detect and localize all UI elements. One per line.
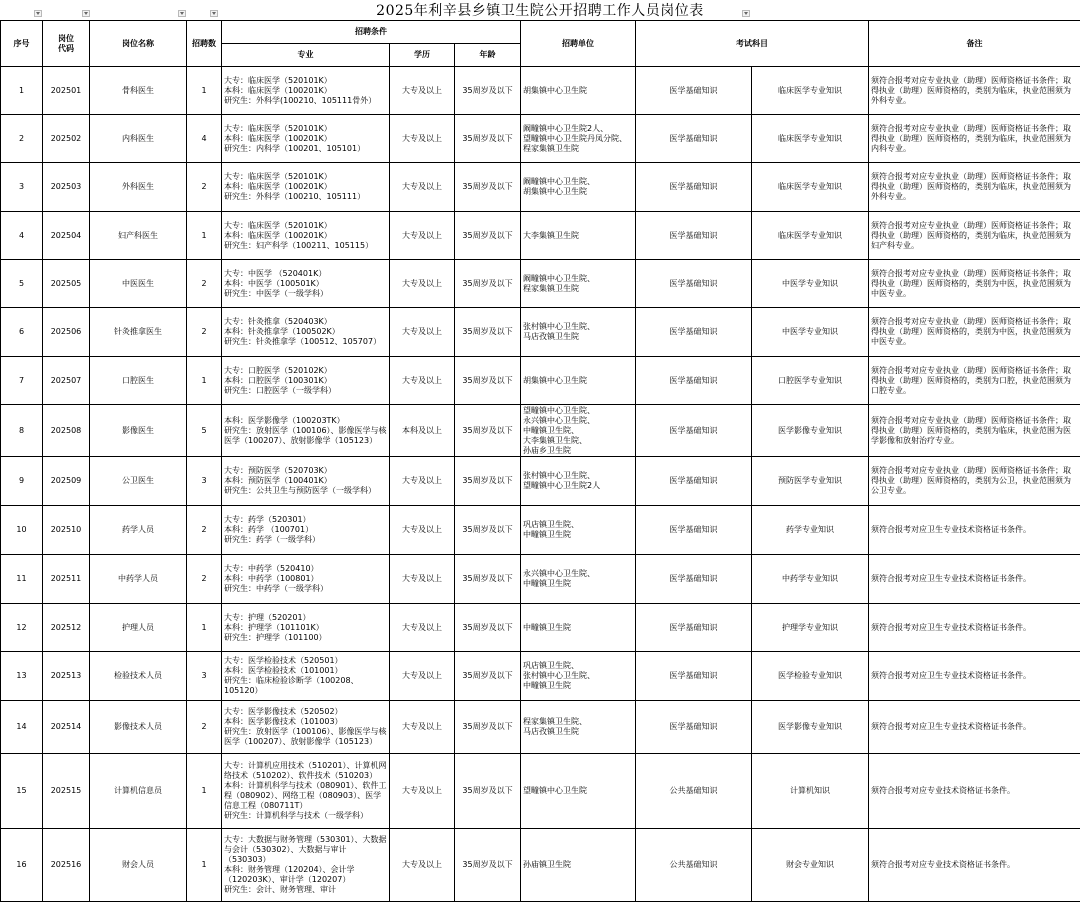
exam-subject-1-cell: 医学基础知识 <box>636 212 752 260</box>
exam-subject-2-cell: 护理学专业知识 <box>752 604 869 652</box>
header-age: 年龄 <box>455 44 521 67</box>
note-cell: 须符合报考对应卫生专业技术资格证书条件。 <box>869 604 1080 652</box>
seq-cell: 15 <box>1 754 43 829</box>
seq-cell: 14 <box>1 701 43 754</box>
header-edu: 学历 <box>390 44 455 67</box>
unit-cell: 程家集镇卫生院、 马店孜镇卫生院 <box>521 701 636 754</box>
code-cell: 202508 <box>43 405 90 457</box>
exam-subject-1-cell: 公共基础知识 <box>636 754 752 829</box>
exam-subject-2-cell: 临床医学专业知识 <box>752 163 869 212</box>
code-cell: 202502 <box>43 115 90 163</box>
exam-subject-1-cell: 医学基础知识 <box>636 163 752 212</box>
num-cell: 4 <box>187 115 222 163</box>
note-cell: 须符合报考对应专业执业（助理）医师资格证书条件；取得执业（助理）医师资格的，类别为临床，执业范围须为内科专业。 <box>869 115 1080 163</box>
table-row <box>1 555 1080 604</box>
note-cell: 须符合报考对应专业执业（助理）医师资格证书条件；取得执业（助理）医师资格的，类别为临床，执业范围为医学影像和放射治疗专业。 <box>869 405 1080 457</box>
table-row <box>1 260 1080 308</box>
age-cell: 35周岁及以下 <box>455 652 521 701</box>
header-code: 岗位 代码 <box>43 21 90 67</box>
name-cell: 中医医生 <box>90 260 187 308</box>
age-cell: 35周岁及以下 <box>455 506 521 555</box>
unit-cell: 望疃镇中心卫生院、 永兴镇中心卫生院、 中疃镇卫生院、 大李集镇卫生院、 孙庙乡卫生院 <box>521 405 636 457</box>
table-row <box>1 506 1080 555</box>
num-cell: 1 <box>187 829 222 902</box>
num-cell: 2 <box>187 163 222 212</box>
exam-subject-2-cell: 中药学专业知识 <box>752 555 869 604</box>
filter-dropdown-icon[interactable] <box>82 10 90 17</box>
seq-cell: 10 <box>1 506 43 555</box>
major-cell: 大专：口腔医学（520102K） 本科：口腔医学（100301K） 研究生：口腔医学（一级学科） <box>222 357 390 405</box>
unit-cell: 胡集镇中心卫生院 <box>521 357 636 405</box>
num-cell: 1 <box>187 754 222 829</box>
edu-cell: 大专及以上 <box>390 555 455 604</box>
seq-cell: 2 <box>1 115 43 163</box>
table-row <box>1 115 1080 163</box>
code-cell: 202514 <box>43 701 90 754</box>
num-cell: 2 <box>187 701 222 754</box>
unit-cell: 胡集镇中心卫生院 <box>521 67 636 115</box>
table-row <box>1 67 1080 115</box>
code-cell: 202510 <box>43 506 90 555</box>
header-note: 备注 <box>869 21 1080 67</box>
unit-cell: 张村镇中心卫生院、 望疃镇中心卫生院2人 <box>521 457 636 506</box>
exam-subject-2-cell: 医学影像专业知识 <box>752 405 869 457</box>
edu-cell: 大专及以上 <box>390 754 455 829</box>
edu-cell: 大专及以上 <box>390 829 455 902</box>
exam-subject-1-cell: 医学基础知识 <box>636 555 752 604</box>
seq-cell: 16 <box>1 829 43 902</box>
note-cell: 须符合报考对应专业技术资格证书条件。 <box>869 829 1080 902</box>
exam-subject-1-cell: 医学基础知识 <box>636 260 752 308</box>
exam-subject-2-cell: 临床医学专业知识 <box>752 115 869 163</box>
exam-subject-1-cell: 医学基础知识 <box>636 457 752 506</box>
note-cell: 须符合报考对应专业执业（助理）医师资格证书条件；取得执业（助理）医师资格的，类别为临床，执业范围须为外科专业。 <box>869 163 1080 212</box>
exam-subject-1-cell: 医学基础知识 <box>636 115 752 163</box>
age-cell: 35周岁及以下 <box>455 555 521 604</box>
major-cell: 本科：医学影像学（100203TK） 研究生：放射医学（100106）、影像医学与核医学（100207）、放射影像学（105123） <box>222 405 390 457</box>
seq-cell: 7 <box>1 357 43 405</box>
major-cell: 大专：中药学（520410） 本科：中药学（100801） 研究生：中药学（一级学科） <box>222 555 390 604</box>
age-cell: 35周岁及以下 <box>455 604 521 652</box>
code-cell: 202513 <box>43 652 90 701</box>
unit-cell: 巩店镇卫生院、 张村镇中心卫生院、 中疃镇卫生院 <box>521 652 636 701</box>
major-cell: 大专：临床医学（520101K） 本科：临床医学（100201K） 研究生：妇产科学（100211、105115） <box>222 212 390 260</box>
unit-cell: 望疃镇中心卫生院 <box>521 754 636 829</box>
major-cell: 大专：中医学 （520401K） 本科：中医学（100501K） 研究生：中医学（一级学科） <box>222 260 390 308</box>
age-cell: 35周岁及以下 <box>455 357 521 405</box>
edu-cell: 大专及以上 <box>390 701 455 754</box>
age-cell: 35周岁及以下 <box>455 754 521 829</box>
table-row <box>1 652 1080 701</box>
age-cell: 35周岁及以下 <box>455 308 521 357</box>
code-cell: 202503 <box>43 163 90 212</box>
code-cell: 202516 <box>43 829 90 902</box>
exam-subject-1-cell: 医学基础知识 <box>636 701 752 754</box>
major-cell: 大专：针灸推拿（520403K） 本科：针灸推拿学（100502K） 研究生：针灸推拿学（100512、105707） <box>222 308 390 357</box>
num-cell: 2 <box>187 506 222 555</box>
note-cell: 须符合报考对应专业执业（助理）医师资格证书条件；取得执业（助理）医师资格的，类别为中医，执业范围须为中医专业。 <box>869 260 1080 308</box>
edu-cell: 大专及以上 <box>390 506 455 555</box>
table-row <box>1 308 1080 357</box>
exam-subject-1-cell: 医学基础知识 <box>636 652 752 701</box>
major-cell: 大专：计算机应用技术（510201）、计算机网络技术（510202）、软件技术（510203） 本科：计算机科学与技术（080901）、软件工程（080902）、网络工程（080903）、医学信息工程（080711T） 研究生：计算机科学与技术（一级学科） <box>222 754 390 829</box>
exam-subject-1-cell: 医学基础知识 <box>636 604 752 652</box>
age-cell: 35周岁及以下 <box>455 115 521 163</box>
header-num: 招聘数 <box>187 21 222 67</box>
edu-cell: 大专及以上 <box>390 457 455 506</box>
seq-cell: 6 <box>1 308 43 357</box>
code-cell: 202506 <box>43 308 90 357</box>
table-row <box>1 457 1080 506</box>
age-cell: 35周岁及以下 <box>455 405 521 457</box>
edu-cell: 大专及以上 <box>390 604 455 652</box>
num-cell: 1 <box>187 604 222 652</box>
seq-cell: 13 <box>1 652 43 701</box>
note-cell: 须符合报考对应专业执业（助理）医师资格证书条件；取得执业（助理）医师资格的，类别为口腔，执业范围须为口腔专业。 <box>869 357 1080 405</box>
seq-cell: 11 <box>1 555 43 604</box>
edu-cell: 大专及以上 <box>390 163 455 212</box>
age-cell: 35周岁及以下 <box>455 701 521 754</box>
table-title: 2025年利辛县乡镇卫生院公开招聘工作人员岗位表 <box>376 3 704 19</box>
exam-subject-2-cell: 临床医学专业知识 <box>752 67 869 115</box>
seq-cell: 3 <box>1 163 43 212</box>
table-row <box>1 604 1080 652</box>
name-cell: 口腔医生 <box>90 357 187 405</box>
major-cell: 大专：医学检验技术（520501） 本科：医学检验技术（101001） 研究生：临床检验诊断学（100208、105120） <box>222 652 390 701</box>
num-cell: 1 <box>187 357 222 405</box>
code-cell: 202512 <box>43 604 90 652</box>
num-cell: 3 <box>187 457 222 506</box>
age-cell: 35周岁及以下 <box>455 212 521 260</box>
table-row <box>1 357 1080 405</box>
filter-dropdown-icon[interactable] <box>742 10 750 17</box>
unit-cell: 中疃镇卫生院 <box>521 604 636 652</box>
header-seq: 序号 <box>1 21 43 67</box>
header-unit: 招聘单位 <box>521 21 636 67</box>
major-cell: 大专：护理（520201） 本科：护理学（101101K） 研究生：护理学（101100） <box>222 604 390 652</box>
edu-cell: 大专及以上 <box>390 308 455 357</box>
note-cell: 须符合报考对应专业执业（助理）医师资格证书条件；取得执业（助理）医师资格的，类别为公卫，执业范围须为公卫专业。 <box>869 457 1080 506</box>
age-cell: 35周岁及以下 <box>455 829 521 902</box>
note-cell: 须符合报考对应卫生专业技术资格证书条件。 <box>869 652 1080 701</box>
note-cell: 须符合报考对应卫生专业技术资格证书条件。 <box>869 506 1080 555</box>
seq-cell: 1 <box>1 67 43 115</box>
name-cell: 影像技术人员 <box>90 701 187 754</box>
exam-subject-2-cell: 临床医学专业知识 <box>752 212 869 260</box>
note-cell: 须符合报考对应专业执业（助理）医师资格证书条件；取得执业（助理）医师资格的，类别为临床，执业范围须为外科专业。 <box>869 67 1080 115</box>
name-cell: 妇产科医生 <box>90 212 187 260</box>
seq-cell: 4 <box>1 212 43 260</box>
major-cell: 大专：医学影像技术（520502） 本科：医学影像技术（101003） 研究生：放射医学（100106）、影像医学与核医学（100207）、放射影像学（105123） <box>222 701 390 754</box>
edu-cell: 大专及以上 <box>390 212 455 260</box>
code-cell: 202509 <box>43 457 90 506</box>
age-cell: 35周岁及以下 <box>455 457 521 506</box>
exam-subject-1-cell: 公共基础知识 <box>636 829 752 902</box>
num-cell: 1 <box>187 67 222 115</box>
num-cell: 1 <box>187 212 222 260</box>
note-cell: 须符合报考对应专业执业（助理）医师资格证书条件；取得执业（助理）医师资格的，类别为中医，执业范围须为中医专业。 <box>869 308 1080 357</box>
major-cell: 大专：预防医学（520703K） 本科：预防医学（100401K） 研究生：公共卫生与预防医学（一级学科） <box>222 457 390 506</box>
recruitment-table <box>0 20 1080 902</box>
name-cell: 中药学人员 <box>90 555 187 604</box>
exam-subject-1-cell: 医学基础知识 <box>636 308 752 357</box>
name-cell: 公卫医生 <box>90 457 187 506</box>
edu-cell: 大专及以上 <box>390 67 455 115</box>
unit-cell: 阚疃镇中心卫生院、 胡集镇中心卫生院 <box>521 163 636 212</box>
name-cell: 影像医生 <box>90 405 187 457</box>
exam-subject-2-cell: 医学影像专业知识 <box>752 701 869 754</box>
unit-cell: 大李集镇卫生院 <box>521 212 636 260</box>
table-row <box>1 829 1080 902</box>
exam-subject-2-cell: 中医学专业知识 <box>752 308 869 357</box>
table-row <box>1 212 1080 260</box>
header-name: 岗位名称 <box>90 21 187 67</box>
note-cell: 须符合报考对应专业执业（助理）医师资格证书条件；取得执业（助理）医师资格的，类别为临床，执业范围须为妇产科专业。 <box>869 212 1080 260</box>
name-cell: 内科医生 <box>90 115 187 163</box>
num-cell: 5 <box>187 405 222 457</box>
exam-subject-1-cell: 医学基础知识 <box>636 405 752 457</box>
name-cell: 护理人员 <box>90 604 187 652</box>
filter-dropdown-icon[interactable] <box>34 10 42 17</box>
seq-cell: 8 <box>1 405 43 457</box>
num-cell: 2 <box>187 555 222 604</box>
edu-cell: 本科及以上 <box>390 405 455 457</box>
table-row <box>1 701 1080 754</box>
edu-cell: 大专及以上 <box>390 357 455 405</box>
code-cell: 202507 <box>43 357 90 405</box>
note-cell: 须符合报考对应卫生专业技术资格证书条件。 <box>869 555 1080 604</box>
header-exam: 考试科目 <box>636 21 869 67</box>
header-major: 专业 <box>222 44 390 67</box>
name-cell: 检验技术人员 <box>90 652 187 701</box>
code-cell: 202505 <box>43 260 90 308</box>
table-row <box>1 163 1080 212</box>
edu-cell: 大专及以上 <box>390 652 455 701</box>
major-cell: 大专：临床医学（520101K） 本科：临床医学（100201K） 研究生：外科学(100210、105111骨外） <box>222 67 390 115</box>
table-row <box>1 754 1080 829</box>
num-cell: 2 <box>187 260 222 308</box>
num-cell: 3 <box>187 652 222 701</box>
exam-subject-2-cell: 医学检验专业知识 <box>752 652 869 701</box>
name-cell: 骨科医生 <box>90 67 187 115</box>
major-cell: 大专：大数据与财务管理（530301）、大数据与会计（530302）、大数据与审计（530303） 本科：财务管理（120204）、会计学（120203K）、审计学（120207） 研究生：会计、财务管理、审计 <box>222 829 390 902</box>
unit-cell: 孙庙镇卫生院 <box>521 829 636 902</box>
unit-cell: 巩店镇卫生院、 中疃镇卫生院 <box>521 506 636 555</box>
edu-cell: 大专及以上 <box>390 115 455 163</box>
name-cell: 财会人员 <box>90 829 187 902</box>
major-cell: 大专：临床医学（520101K） 本科：临床医学（100201K） 研究生：内科学（100201、105101） <box>222 115 390 163</box>
name-cell: 计算机信息员 <box>90 754 187 829</box>
major-cell: 大专：临床医学（520101K） 本科：临床医学（100201K） 研究生：外科学（100210、105111） <box>222 163 390 212</box>
unit-cell: 阚疃镇中心卫生院、 程家集镇卫生院 <box>521 260 636 308</box>
filter-dropdown-icon[interactable] <box>210 10 218 17</box>
name-cell: 外科医生 <box>90 163 187 212</box>
code-cell: 202515 <box>43 754 90 829</box>
exam-subject-2-cell: 药学专业知识 <box>752 506 869 555</box>
age-cell: 35周岁及以下 <box>455 67 521 115</box>
note-cell: 须符合报考对应专业技术资格证书条件。 <box>869 754 1080 829</box>
exam-subject-1-cell: 医学基础知识 <box>636 506 752 555</box>
num-cell: 2 <box>187 308 222 357</box>
code-cell: 202504 <box>43 212 90 260</box>
seq-cell: 9 <box>1 457 43 506</box>
exam-subject-1-cell: 医学基础知识 <box>636 67 752 115</box>
edu-cell: 大专及以上 <box>390 260 455 308</box>
name-cell: 针灸推拿医生 <box>90 308 187 357</box>
seq-cell: 12 <box>1 604 43 652</box>
exam-subject-1-cell: 医学基础知识 <box>636 357 752 405</box>
exam-subject-2-cell: 中医学专业知识 <box>752 260 869 308</box>
name-cell: 药学人员 <box>90 506 187 555</box>
unit-cell: 永兴镇中心卫生院、 中疃镇卫生院 <box>521 555 636 604</box>
unit-cell: 阚疃镇中心卫生院2人、 望疃镇中心卫生院丹凤分院、 程家集镇卫生院 <box>521 115 636 163</box>
code-cell: 202511 <box>43 555 90 604</box>
exam-subject-2-cell: 口腔医学专业知识 <box>752 357 869 405</box>
table-row <box>1 405 1080 457</box>
seq-cell: 5 <box>1 260 43 308</box>
exam-subject-2-cell: 计算机知识 <box>752 754 869 829</box>
major-cell: 大专：药学（520301） 本科：药学 （100701） 研究生：药学（一级学科） <box>222 506 390 555</box>
age-cell: 35周岁及以下 <box>455 260 521 308</box>
age-cell: 35周岁及以下 <box>455 163 521 212</box>
code-cell: 202501 <box>43 67 90 115</box>
header-conditions: 招聘条件 <box>222 21 521 44</box>
exam-subject-2-cell: 预防医学专业知识 <box>752 457 869 506</box>
filter-dropdown-icon[interactable] <box>178 10 186 17</box>
note-cell: 须符合报考对应卫生专业技术资格证书条件。 <box>869 701 1080 754</box>
unit-cell: 张村镇中心卫生院、 马店孜镇卫生院 <box>521 308 636 357</box>
exam-subject-2-cell: 财会专业知识 <box>752 829 869 902</box>
